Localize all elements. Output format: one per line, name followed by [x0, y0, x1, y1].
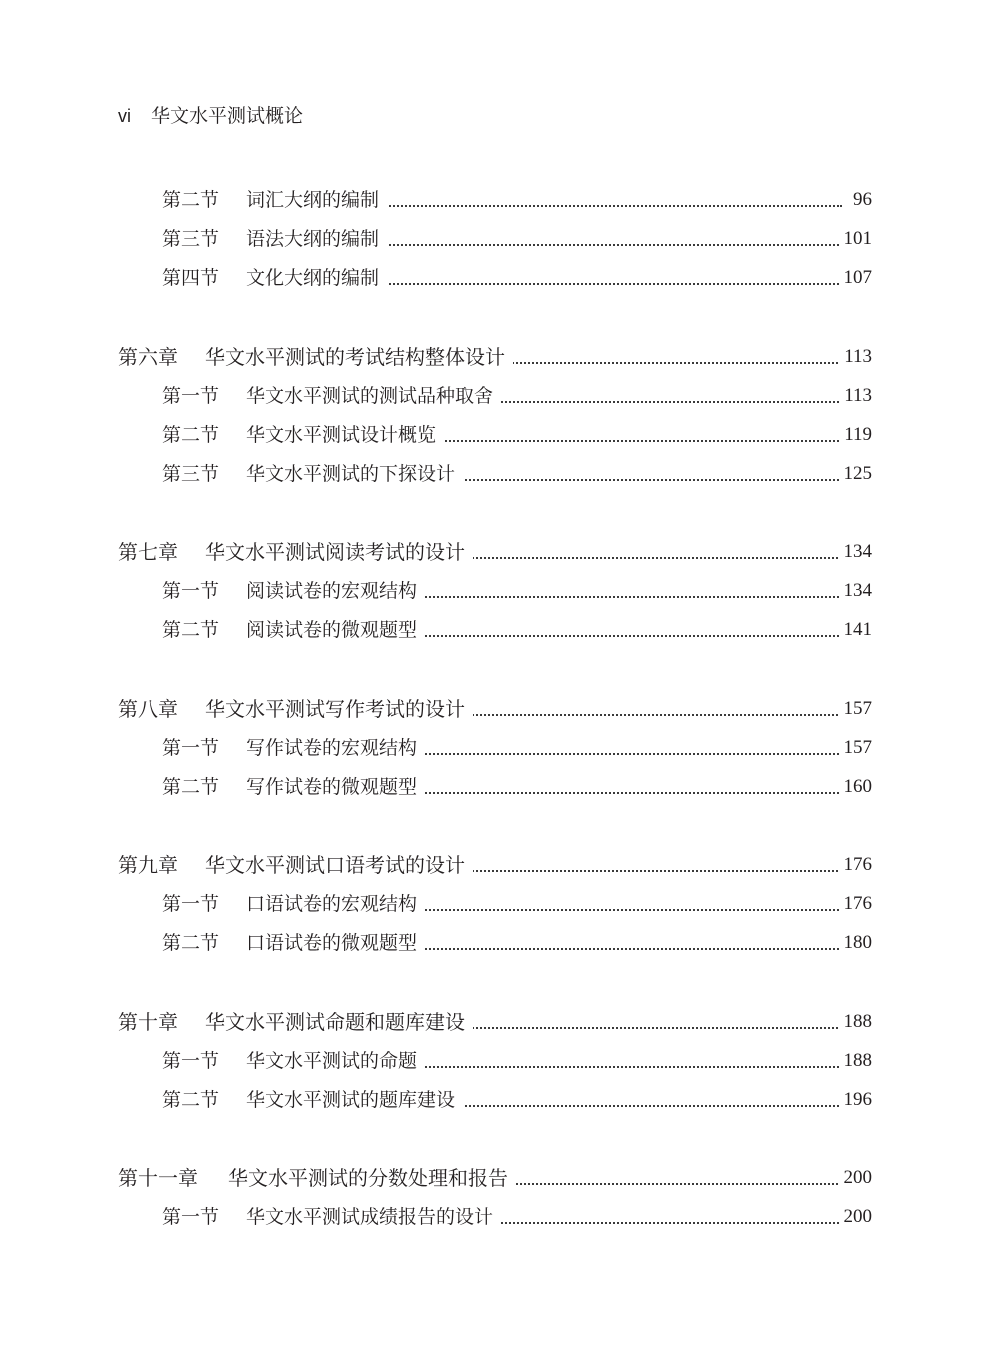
page-ref: 113 [839, 381, 872, 411]
toc-section-entry[interactable] [0, 420, 1000, 450]
toc-section-entry[interactable] [0, 185, 1000, 215]
toc-section-entry[interactable] [0, 1046, 1000, 1076]
chapter-label: 第十章 [118, 1010, 178, 1034]
section-title: 写作试卷的微观题型 [246, 772, 425, 802]
section-label: 第一节 [162, 737, 220, 759]
page-ref: 180 [839, 928, 873, 958]
page-ref: 134 [839, 537, 873, 567]
page-ref: 119 [839, 420, 872, 450]
section-label: 第二节 [162, 424, 220, 446]
section-label: 第一节 [162, 580, 220, 602]
section-title: 写作试卷的宏观结构 [246, 733, 425, 763]
section-label: 第三节 [162, 228, 220, 250]
page-ref: 134 [839, 576, 873, 606]
section-label: 第二节 [162, 932, 220, 954]
chapter-title: 华文水平测试的考试结构整体设计 [205, 342, 513, 372]
toc-section-entry[interactable] [0, 263, 1000, 293]
book-title: 华文水平测试概论 [151, 105, 304, 127]
toc-section-entry[interactable] [0, 381, 1000, 411]
page-ref: 113 [839, 342, 872, 372]
section-label: 第二节 [162, 776, 220, 798]
section-title: 文化大纲的编制 [246, 263, 387, 293]
toc-section-entry[interactable] [0, 615, 1000, 645]
section-label: 第三节 [162, 463, 220, 485]
section-label: 第一节 [162, 893, 220, 915]
chapter-title: 华文水平测试命题和题库建设 [205, 1007, 473, 1037]
chapter-title: 华文水平测试口语考试的设计 [205, 850, 473, 880]
page-number: vi [118, 106, 131, 126]
page-ref: 196 [839, 1085, 873, 1115]
toc-chapter-entry[interactable] [0, 850, 1000, 880]
page-ref: 157 [839, 694, 873, 724]
page-ref: 188 [839, 1046, 873, 1076]
toc-section-entry[interactable] [0, 772, 1000, 802]
page-ref: 176 [839, 850, 873, 880]
toc-chapter-entry[interactable] [0, 694, 1000, 724]
page-ref: 176 [839, 889, 873, 919]
page-ref: 96 [848, 185, 872, 215]
section-title: 华文水平测试的下探设计 [246, 459, 463, 489]
section-label: 第一节 [162, 1050, 220, 1072]
toc-chapter-entry[interactable] [0, 1163, 1000, 1193]
page-ref: 125 [839, 459, 873, 489]
page-ref: 101 [839, 224, 873, 254]
toc-section-entry[interactable] [0, 576, 1000, 606]
chapter-label: 第七章 [118, 540, 178, 564]
section-title: 阅读试卷的宏观结构 [246, 576, 425, 606]
section-title: 口语试卷的宏观结构 [246, 889, 425, 919]
page-ref: 160 [839, 772, 873, 802]
section-title: 口语试卷的微观题型 [246, 928, 425, 958]
chapter-title: 华文水平测试阅读考试的设计 [205, 537, 473, 567]
section-label: 第四节 [162, 267, 220, 289]
toc-section-entry[interactable] [0, 733, 1000, 763]
chapter-title: 华文水平测试的分数处理和报告 [228, 1163, 516, 1193]
chapter-label: 第六章 [118, 345, 178, 369]
page-ref: 107 [839, 263, 873, 293]
chapter-title: 华文水平测试写作考试的设计 [205, 694, 473, 724]
toc-chapter-entry[interactable] [0, 1007, 1000, 1037]
page-ref: 157 [839, 733, 873, 763]
chapter-label: 第九章 [118, 853, 178, 877]
toc-section-entry[interactable] [0, 1202, 1000, 1232]
section-label: 第二节 [162, 1089, 220, 1111]
section-title: 词汇大纲的编制 [246, 185, 387, 215]
page-ref: 200 [839, 1163, 873, 1193]
section-title: 华文水平测试成绩报告的设计 [246, 1202, 501, 1232]
section-title: 华文水平测试的测试品种取舍 [246, 381, 501, 411]
toc-chapter-entry[interactable] [0, 537, 1000, 567]
toc-section-entry[interactable] [0, 1085, 1000, 1115]
section-title: 华文水平测试设计概览 [246, 420, 444, 450]
section-title: 阅读试卷的微观题型 [246, 615, 425, 645]
section-label: 第二节 [162, 619, 220, 641]
toc-section-entry[interactable] [0, 459, 1000, 489]
running-head [118, 104, 303, 128]
section-label: 第二节 [162, 189, 220, 211]
chapter-label: 第十一章 [118, 1166, 198, 1190]
page-ref: 188 [839, 1007, 873, 1037]
toc-section-entry[interactable] [0, 928, 1000, 958]
page-ref: 141 [839, 615, 873, 645]
section-title: 华文水平测试的命题 [246, 1046, 425, 1076]
toc-section-entry[interactable] [0, 889, 1000, 919]
toc-chapter-entry[interactable] [0, 342, 1000, 372]
section-label: 第一节 [162, 385, 220, 407]
toc-section-entry[interactable] [0, 224, 1000, 254]
section-label: 第一节 [162, 1206, 220, 1228]
chapter-label: 第八章 [118, 697, 178, 721]
page-ref: 200 [839, 1202, 873, 1232]
section-title: 华文水平测试的题库建设 [246, 1085, 463, 1115]
section-title: 语法大纲的编制 [246, 224, 387, 254]
